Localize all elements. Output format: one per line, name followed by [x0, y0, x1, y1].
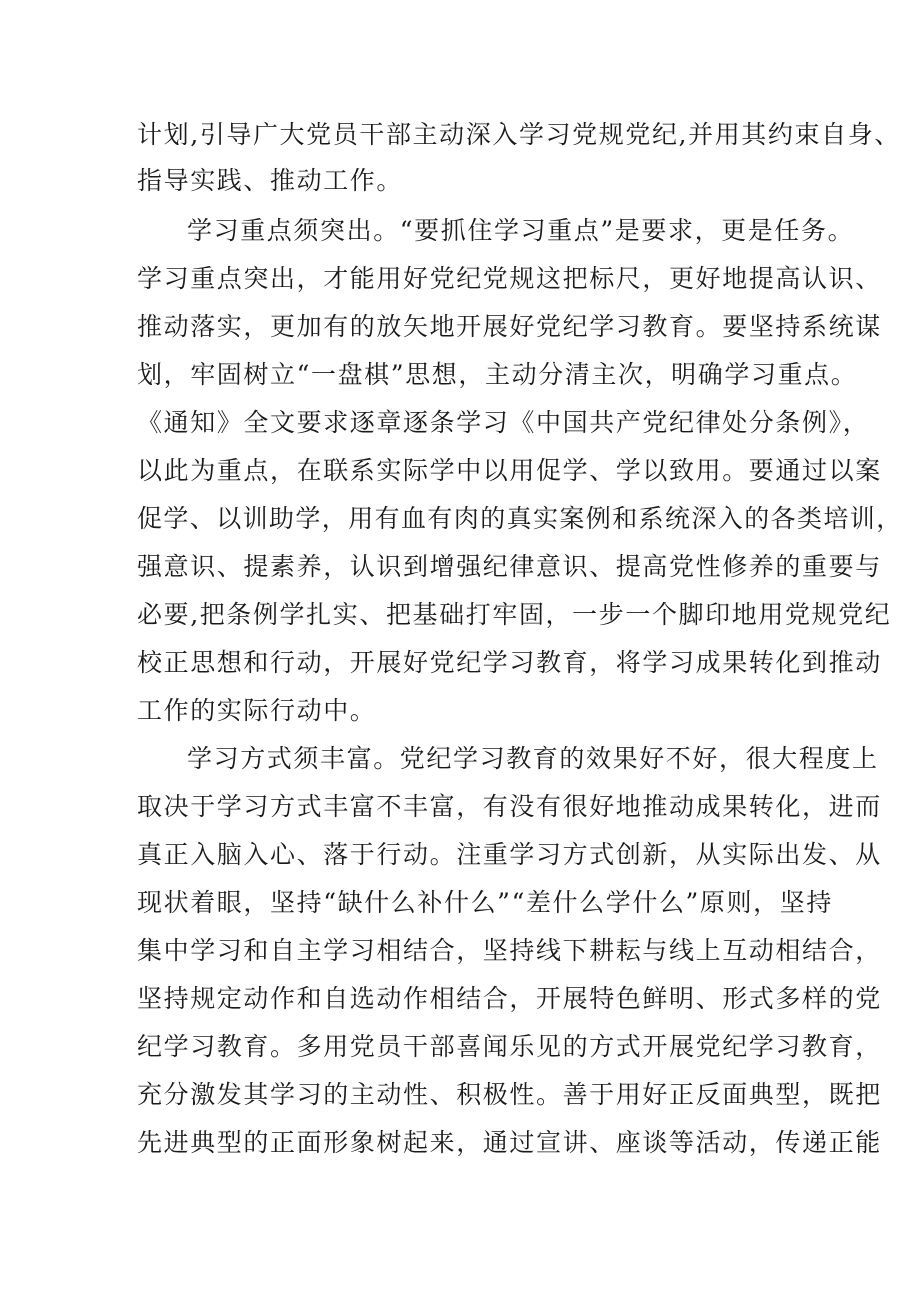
text-line: 学习重点突出，才能用好党纪党规这把标尺，更好地提高认识、 [137, 264, 882, 293]
text-line: 充分激发其学习的主动性、积极性。善于用好正反面典型，既把 [137, 1080, 882, 1109]
paragraph-heading-line: 学习方式须丰富。党纪学习教育的效果好不好，很大程度上 [187, 744, 879, 773]
text-line: 《通知》全文要求逐章逐条学习《中国共产党纪律处分条例》， [137, 408, 870, 437]
text-line: 计划,引导广大党员干部主动深入学习党规党纪,并用其约束自身、 [137, 120, 901, 149]
text-line: 促学、以训助学，用有血有肉的真实案例和系统深入的各类培训， [137, 504, 903, 533]
text-line: 必要,把条例学扎实、把基础打牢固，一步一个脚印地用党规党纪 [137, 600, 892, 629]
text-line: 工作的实际行动中。 [137, 696, 377, 725]
text-line: 取决于学习方式丰富不丰富，有没有很好地推动成果转化，进而 [137, 792, 882, 821]
text-line: 校正思想和行动，开展好党纪学习教育，将学习成果转化到推动 [137, 648, 882, 677]
text-line: 先进典型的正面形象树起来，通过宣讲、座谈等活动，传递正能 [137, 1128, 882, 1157]
text-line: 以此为重点，在联系实际学中以用促学、学以致用。要通过以案 [137, 456, 882, 485]
text-line: 指导实践、推动工作。 [137, 166, 404, 195]
text-line: 坚持规定动作和自选动作相结合，开展特色鲜明、形式多样的党 [137, 984, 882, 1013]
text-line: 现状着眼，坚持“缺什么补什么”“差什么学什么”原则，坚持 [137, 888, 833, 917]
text-line: 推动落实，更加有的放矢地开展好党纪学习教育。要坚持系统谋 [137, 312, 882, 341]
text-line: 纪学习教育。多用党员干部喜闻乐见的方式开展党纪学习教育， [137, 1032, 882, 1061]
paragraph-heading-line: 学习重点须突出。“要抓住学习重点”是要求，更是任务。 [187, 216, 855, 245]
text-line: 集中学习和自主学习相结合，坚持线下耕耘与线上互动相结合， [137, 936, 882, 965]
text-line: 真正入脑入心、落于行动。注重学习方式创新，从实际出发、从 [137, 840, 882, 869]
text-line: 划，牢固树立“一盘棋”思想，主动分清主次，明确学习重点。 [137, 360, 858, 389]
text-line: 强意识、提素养，认识到增强纪律意识、提高党性修养的重要与 [137, 552, 882, 581]
